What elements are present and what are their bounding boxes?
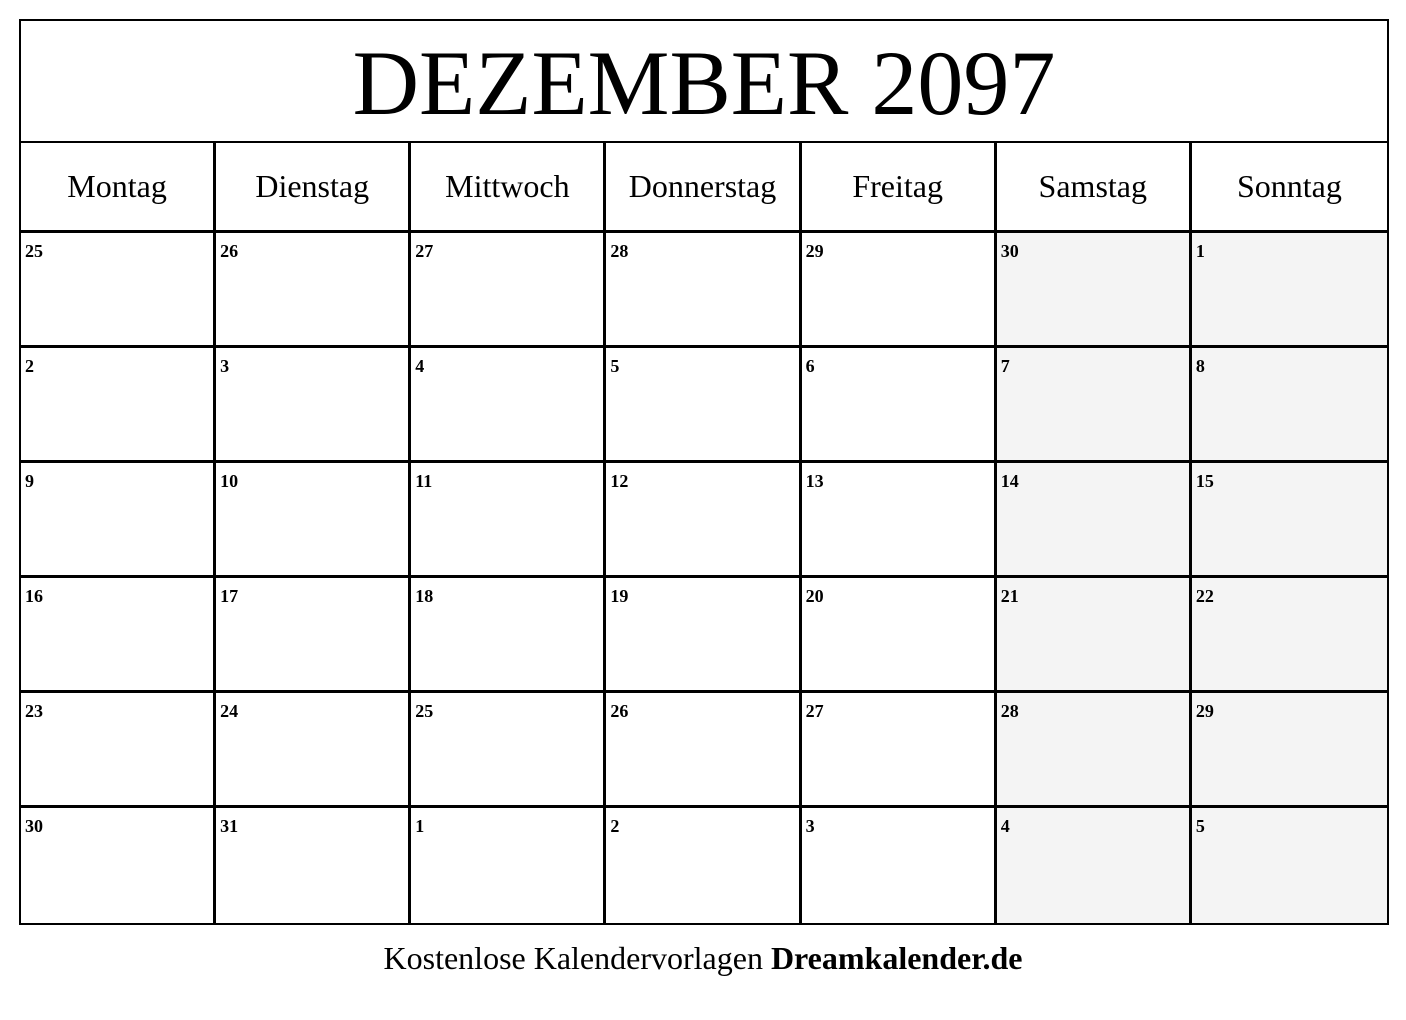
day-number: 4 xyxy=(415,356,425,376)
day-number: 7 xyxy=(1000,356,1010,376)
day-number: 2 xyxy=(25,356,34,376)
day-number: 21 xyxy=(1000,586,1019,606)
day-cell xyxy=(606,233,801,348)
day-number: 5 xyxy=(1195,816,1205,836)
day-number: 5 xyxy=(610,356,620,376)
day-cell xyxy=(802,578,997,693)
day-cell xyxy=(21,348,216,463)
day-number: 25 xyxy=(25,241,43,261)
day-cell xyxy=(802,348,997,463)
weekday-header-samstag: Samstag xyxy=(997,143,1192,233)
day-number: 27 xyxy=(415,241,434,261)
day-cell xyxy=(606,808,801,923)
calendar-header xyxy=(21,21,1387,143)
day-number: 10 xyxy=(220,471,239,491)
day-cell xyxy=(802,463,997,578)
day-cell xyxy=(802,693,997,808)
day-number: 24 xyxy=(220,701,239,721)
day-cell xyxy=(802,233,997,348)
day-cell xyxy=(216,348,411,463)
footer-text: Kostenlose Kalendervorlagen xyxy=(383,940,763,976)
weekday-header-donnerstag: Donnerstag xyxy=(606,143,801,233)
day-number: 19 xyxy=(610,586,629,606)
day-cell xyxy=(411,233,606,348)
day-cell xyxy=(997,693,1192,808)
day-cell xyxy=(411,348,606,463)
day-number: 4 xyxy=(1000,816,1010,836)
day-cell xyxy=(997,808,1192,923)
day-cell xyxy=(606,693,801,808)
day-cell xyxy=(1192,233,1387,348)
day-number: 17 xyxy=(220,586,239,606)
day-number: 20 xyxy=(805,586,824,606)
day-cell xyxy=(411,693,606,808)
day-number: 6 xyxy=(805,356,815,376)
day-number: 13 xyxy=(805,471,824,491)
calendar xyxy=(19,19,1389,925)
day-number: 8 xyxy=(1195,356,1205,376)
weekday-header-freitag: Freitag xyxy=(802,143,997,233)
day-number: 26 xyxy=(610,701,629,721)
day-cell xyxy=(21,233,216,348)
day-number: 28 xyxy=(610,241,629,261)
day-number: 3 xyxy=(220,356,230,376)
day-number: 11 xyxy=(415,471,433,491)
day-cell xyxy=(606,578,801,693)
day-number: 14 xyxy=(1000,471,1019,491)
day-number: 15 xyxy=(1195,471,1214,491)
day-cell xyxy=(216,808,411,923)
day-cell xyxy=(1192,348,1387,463)
day-number: 29 xyxy=(805,241,824,261)
day-number: 23 xyxy=(25,701,43,721)
day-cell xyxy=(21,693,216,808)
day-number: 18 xyxy=(415,586,434,606)
day-number: 28 xyxy=(1000,701,1019,721)
weekday-header-mittwoch: Mittwoch xyxy=(411,143,606,233)
day-number: 3 xyxy=(805,816,815,836)
day-number: 25 xyxy=(415,701,434,721)
day-number: 2 xyxy=(610,816,620,836)
day-cell xyxy=(997,463,1192,578)
day-number: 30 xyxy=(25,816,43,836)
day-cell xyxy=(411,808,606,923)
day-number: 27 xyxy=(805,701,824,721)
day-number: 22 xyxy=(1195,586,1214,606)
day-cell xyxy=(606,348,801,463)
day-cell xyxy=(216,463,411,578)
day-cell xyxy=(997,578,1192,693)
day-cell xyxy=(606,463,801,578)
day-cell xyxy=(21,808,216,923)
day-cell xyxy=(1192,693,1387,808)
weekday-header-sonntag: Sonntag xyxy=(1192,143,1387,233)
day-cell xyxy=(411,463,606,578)
day-number: 29 xyxy=(1195,701,1214,721)
day-number: 31 xyxy=(220,816,239,836)
day-cell xyxy=(216,693,411,808)
day-number: 9 xyxy=(25,471,34,491)
day-cell xyxy=(411,578,606,693)
day-number: 30 xyxy=(1000,241,1019,261)
day-number: 26 xyxy=(220,241,239,261)
day-number: 12 xyxy=(610,471,629,491)
day-cell xyxy=(216,233,411,348)
day-cell xyxy=(21,463,216,578)
weekday-header-montag: Montag xyxy=(21,143,216,233)
day-number: 1 xyxy=(415,816,425,836)
calendar-grid xyxy=(21,143,1387,923)
day-cell xyxy=(21,578,216,693)
day-number: 1 xyxy=(1195,241,1205,261)
day-cell xyxy=(802,808,997,923)
day-number: 16 xyxy=(25,586,43,606)
month-title: DEZEMBER 2097 xyxy=(352,32,1056,134)
footer xyxy=(0,938,1406,978)
footer-brand: Dreamkalender.de xyxy=(770,940,1023,976)
day-cell xyxy=(997,233,1192,348)
weekday-header-dienstag: Dienstag xyxy=(216,143,411,233)
day-cell xyxy=(997,348,1192,463)
day-cell xyxy=(1192,578,1387,693)
day-cell xyxy=(216,578,411,693)
day-cell xyxy=(1192,808,1387,923)
day-cell xyxy=(1192,463,1387,578)
